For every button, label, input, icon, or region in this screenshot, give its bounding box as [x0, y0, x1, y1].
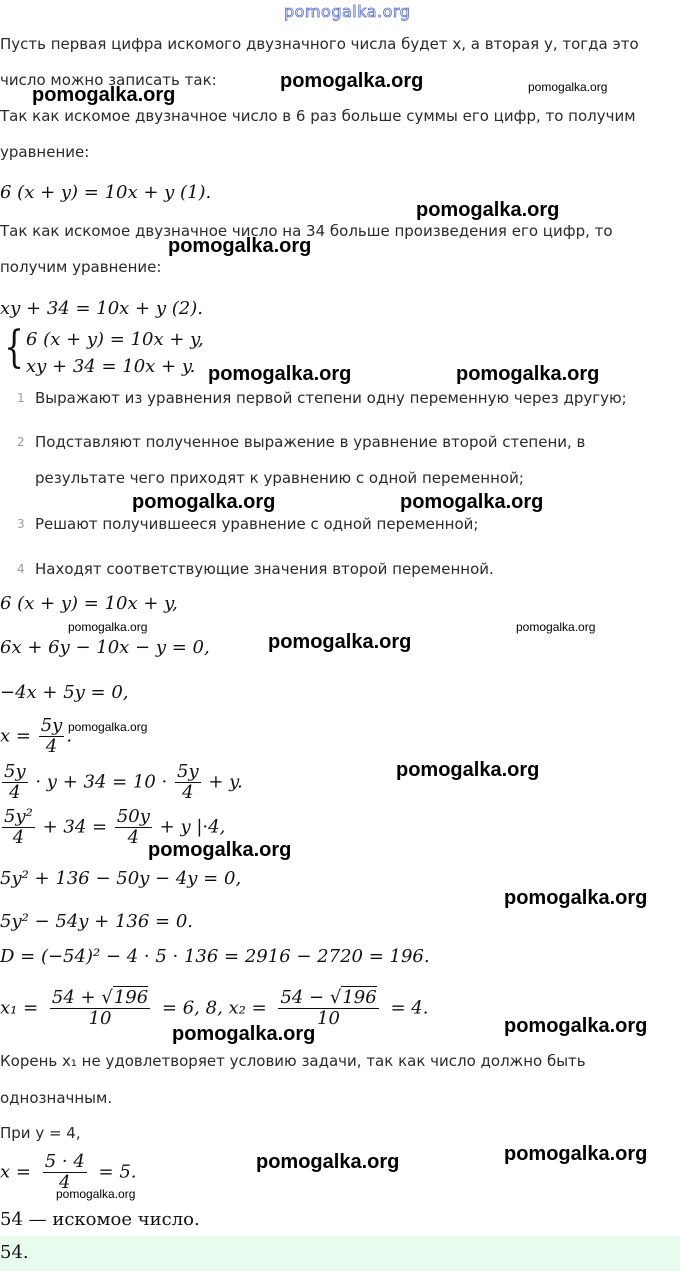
s6-fraction-2: $\frac{50y}{4}$	[116, 806, 150, 848]
step-2-text-1: Подставляют полученное выражение в уравнение второй степени, в	[35, 433, 586, 451]
condition2-line-1: Так как искомое двузначное число на 34 больше произведения его цифр, то	[0, 222, 613, 240]
system-eq-1: 6 (x + y) = 10x + y,	[26, 329, 204, 350]
watermark: pomogalka.org	[280, 70, 424, 92]
step-2-number: 2	[17, 435, 25, 449]
watermark: pomogalka.org	[504, 1015, 648, 1037]
step-4-text: Находят соответствующие значения второй переменной.	[35, 560, 494, 578]
solution-step-1: 6 (x + y) = 10x + y,	[0, 593, 178, 614]
system-brace: {	[4, 322, 24, 373]
watermark: pomogalka.org	[132, 491, 276, 513]
conclusion-line-1: Корень x₁ не удовлетворяет условию задачи, так как число должно быть	[0, 1052, 586, 1070]
system-eq-2: xy + 34 = 10x + y.	[26, 356, 196, 377]
watermark: pomogalka.org	[456, 363, 600, 385]
s6-fraction-1: $\frac{\text{5y²}}{4}$	[4, 806, 33, 848]
watermark-small: pomogalka.org	[516, 620, 596, 634]
final-statement: 54 — искомое число.	[0, 1209, 200, 1230]
watermark: pomogalka.org	[504, 887, 648, 909]
solution-step-6: $\frac{\text{5y²}}{4}$ + 34 = $\frac{50y}{4}$ + y |·4,	[4, 806, 226, 848]
s4-fraction: $\frac{5y}{4}$	[40, 715, 63, 757]
step-1-text: Выражают из уравнения первой степени одну переменную через другую;	[35, 389, 627, 407]
s4-lhs: x =	[0, 725, 31, 747]
equation-2: xy + 34 = 10x + y (2).	[0, 298, 203, 319]
watermark: pomogalka.org	[396, 759, 540, 781]
watermark: pomogalka.org	[256, 1151, 400, 1173]
s5-fraction-2: $\frac{5y}{4}$	[177, 761, 199, 803]
watermark: pomogalka.org	[172, 1023, 316, 1045]
solution-step-5: $\frac{5y}{4}$ · y + 34 = 10 · $\frac{5y}{4}$ + y.	[4, 761, 243, 803]
solution-step-7: 5y² + 136 − 50y − 4y = 0,	[0, 868, 242, 889]
solution-step-8: 5y² − 54y + 136 = 0.	[0, 911, 194, 932]
watermark: pomogalka.org	[400, 491, 544, 513]
condition1-line-2: уравнение:	[0, 143, 90, 161]
x-fraction: $\frac{5 \cdot 4}{4}$	[44, 1151, 85, 1193]
answer-value: 54.	[0, 1242, 29, 1263]
step-4-number: 4	[17, 562, 25, 576]
s5-fraction-1: $\frac{5y}{4}$	[4, 761, 26, 803]
watermark-small: pomogalka.org	[56, 1187, 136, 1201]
intro-line-2: число можно записать так:	[0, 71, 217, 89]
condition2-line-2: получим уравнение:	[0, 258, 162, 276]
answer-box	[0, 1236, 680, 1271]
equation-1: 6 (x + y) = 10x + y (1).	[0, 182, 212, 203]
solution-step-2: 6x + 6y − 10x − y = 0,	[0, 637, 210, 658]
when-y-4: При y = 4,	[0, 1124, 81, 1142]
discriminant: D = (−54)² − 4 · 5 · 136 = 2916 − 2720 = 196.	[0, 946, 430, 967]
watermark: pomogalka.org	[32, 84, 176, 106]
roots: x₁ = $\frac{54 + √196}{10}$ = 6, 8, x₂ = $\frac{54 - √196}{10}$ = 4.	[0, 987, 429, 1029]
conclusion-line-2: однозначным.	[0, 1089, 113, 1107]
watermark-small: pomogalka.org	[528, 80, 608, 94]
root-2-fraction: $\frac{54 - √196}{10}$	[280, 987, 377, 1029]
step-3-number: 3	[17, 517, 25, 531]
watermark: pomogalka.org	[148, 839, 292, 861]
watermark-top: pomogalka.org	[284, 2, 411, 21]
watermark-small: pomogalka.org	[68, 720, 148, 734]
watermark: pomogalka.org	[268, 631, 412, 653]
step-2-text-2: результате чего приходят к уравнению с одной переменной;	[35, 469, 524, 487]
watermark-small: pomogalka.org	[68, 620, 148, 634]
solution-step-3: −4x + 5y = 0,	[0, 682, 129, 703]
step-3-text: Решают получившееся уравнение с одной переменной;	[35, 515, 479, 533]
watermark: pomogalka.org	[504, 1143, 648, 1165]
watermark: pomogalka.org	[168, 235, 312, 257]
x-value: x = $\frac{5 \cdot 4}{4}$ = 5.	[0, 1151, 137, 1193]
step-1-number: 1	[17, 391, 25, 405]
sqrt-symbol: √	[101, 987, 113, 1008]
intro-line-1: Пусть первая цифра искомого двузначного числа будет x, а вторая y, тогда это	[0, 35, 639, 53]
condition1-line-1: Так как искомое двузначное число в 6 раз больше суммы его цифр, то получим	[0, 107, 636, 125]
root-1-fraction: $\frac{54 + √196}{10}$	[51, 987, 149, 1029]
solution-step-4: x = $\frac{5y}{4}$ .	[0, 715, 73, 757]
sqrt-symbol: √	[329, 987, 342, 1008]
watermark: pomogalka.org	[416, 199, 560, 221]
watermark: pomogalka.org	[208, 363, 352, 385]
